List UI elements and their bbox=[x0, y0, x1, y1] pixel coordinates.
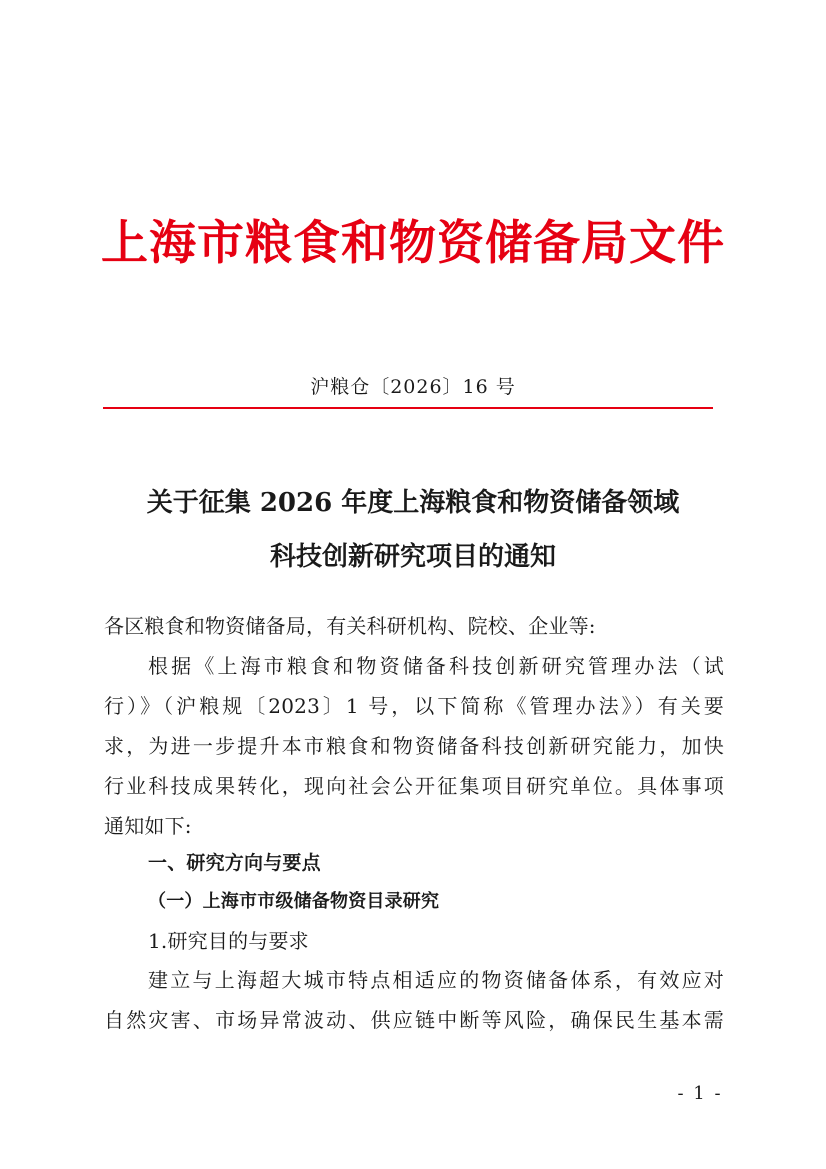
document-title-line-2: 科技创新研究项目的通知 bbox=[269, 542, 556, 572]
paragraph-line: 自然灾害、市场异常波动、供应链中断等风险，确保民生基本需 bbox=[104, 1008, 724, 1032]
paragraph-line: 行）》（沪粮规〔2023〕1 号，以下简称《管理办法》）有关要 bbox=[104, 694, 724, 718]
paragraph-line: 通知如下: bbox=[104, 814, 192, 838]
red-separator-line bbox=[103, 407, 713, 409]
item-heading: 1.研究目的与要求 bbox=[148, 929, 309, 953]
salutation: 各区粮食和物资储备局，有关科研机构、院校、企业等: bbox=[104, 614, 596, 638]
paragraph-line: 求，为进一步提升本市粮食和物资储备科技创新研究能力，加快 bbox=[104, 734, 724, 758]
document-title-line-1: 关于征集 2026 年度上海粮食和物资储备领域 bbox=[146, 488, 680, 518]
paragraph-line: 建立与上海超大城市特点相适应的物资储备体系，有效应对 bbox=[148, 968, 724, 992]
page-number: - 1 - bbox=[677, 1083, 723, 1104]
paragraph-line: 行业科技成果转化，现向社会公开征集项目研究单位。具体事项 bbox=[104, 774, 724, 798]
document-number: 沪粮仓〔2026〕16 号 bbox=[310, 376, 516, 398]
subsection-heading: （一）上海市市级储备物资目录研究 bbox=[148, 891, 440, 912]
paragraph-line: 根据《上海市粮食和物资储备科技创新研究管理办法（试 bbox=[148, 654, 724, 678]
section-heading: 一、研究方向与要点 bbox=[148, 852, 321, 874]
issuer-masthead: 上海市粮食和物资储备局文件 bbox=[101, 216, 725, 271]
